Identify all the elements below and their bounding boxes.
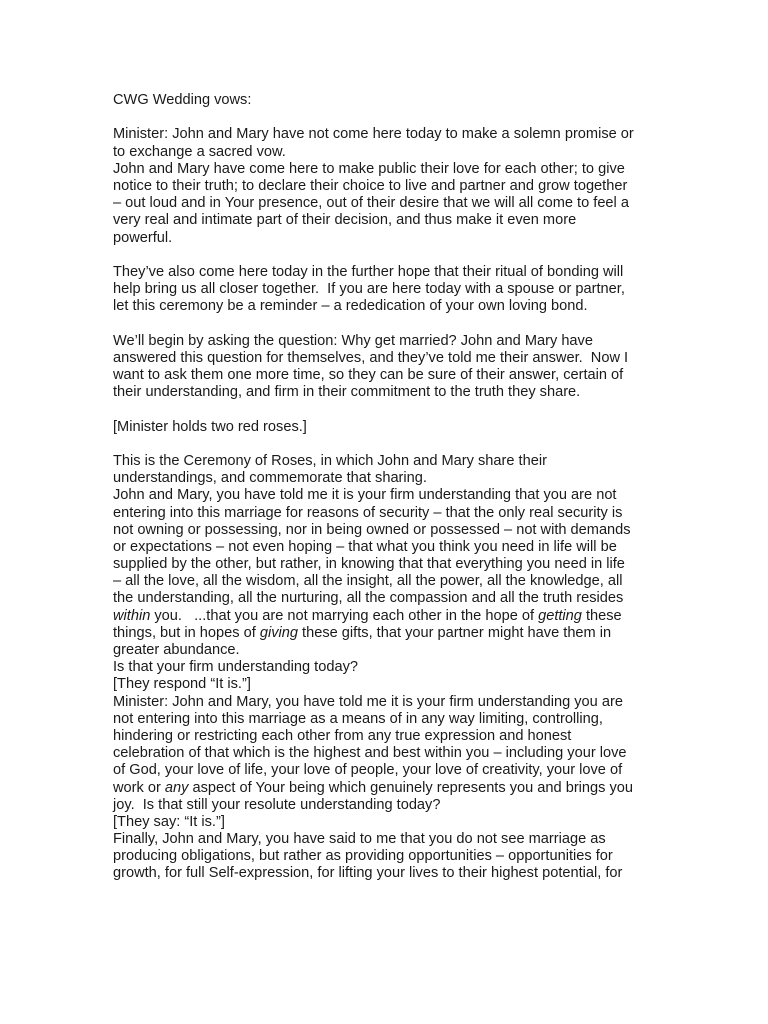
paragraph-spacer (113, 109, 658, 126)
document-title: CWG Wedding vows: (113, 92, 252, 108)
text-line: – out loud and in Your presence, out of their desire that we will all come to feel a (113, 195, 629, 212)
italic-getting: getting (538, 607, 582, 624)
text-line: joy. Is that still your resolute understanding today? (113, 796, 441, 813)
text-line: their understanding, and firm in their commitment to the truth they share. (113, 384, 581, 401)
text-line: of God, your love of life, your love of people, your love of creativity, your love of (113, 762, 623, 779)
text-line: John and Mary, you have told me it is your firm understanding that you are not (113, 487, 617, 504)
document-body (113, 92, 658, 883)
paragraph-spacer (113, 401, 658, 418)
paragraph-spacer (113, 315, 658, 332)
text-line: Finally, John and Mary, you have said to me that you do not see marriage as (113, 831, 606, 848)
text-line: They’ve also come here today in the further hope that their ritual of bonding will (113, 263, 624, 280)
text-line: powerful. (113, 229, 173, 246)
text-segment: these (581, 607, 622, 624)
text-line: We’ll begin by asking the question: Why get married? John and Mary have (113, 332, 593, 349)
text-line: not owning or possessing, nor in being owned or possessed – not with demands (113, 521, 631, 538)
text-line: Minister: John and Mary, you have told me it is your firm understanding you are (113, 693, 623, 710)
text-segment: things, but in hopes of (113, 624, 260, 641)
italic-any: any (164, 779, 189, 796)
text-line: entering into this marriage for reasons of security – that the only real security is (113, 504, 623, 521)
text-line: Minister: John and Mary have not come here today to make a solemn promise or (113, 126, 634, 143)
text-line: notice to their truth; to declare their choice to live and partner and grow together (113, 177, 628, 194)
text-line: This is the Ceremony of Roses, in which John and Mary share their (113, 452, 547, 469)
text-line: very real and intimate part of their decision, and thus make it even more (113, 212, 577, 229)
text-line: celebration of that which is the highest and best within you – including your love (113, 745, 627, 762)
text-line: let this ceremony be a reminder – a rededication of your own loving bond. (113, 298, 588, 315)
text-line: not entering into this marriage as a means of in any way limiting, controlling, (113, 710, 603, 727)
italic-within: within (113, 607, 151, 624)
text-line-giving (113, 625, 658, 642)
text-line: John and Mary have come here to make public their love for each other; to give (113, 160, 625, 177)
text-line: Is that your firm understanding today? (113, 659, 358, 676)
paragraph-spacer (113, 436, 658, 453)
text-line-within (113, 608, 658, 625)
text-line: [They say: “It is.”] (113, 813, 225, 830)
text-line: growth, for full Self-expression, for lifting your lives to their highest potential, for (113, 865, 623, 882)
text-line: hindering or restricting each other from any true expression and honest (113, 727, 572, 744)
text-segment: you. ...that you are not marrying each other in the hope of (150, 607, 539, 624)
text-line: [They respond “It is.”] (113, 676, 251, 693)
text-line: greater abundance. (113, 642, 240, 658)
text-line: or expectations – not even hoping – that what you think you need in life will be (113, 538, 617, 555)
text-line: the understanding, all the nurturing, all the compassion and all the truth resides (113, 590, 624, 607)
text-line: supplied by the other, but rather, in knowing that that everything you need in life (113, 556, 625, 573)
text-segment: work or (113, 779, 165, 796)
text-line: understandings, and commemorate that sharing. (113, 470, 427, 487)
text-line: [Minister holds two red roses.] (113, 418, 307, 435)
text-line: to exchange a sacred vow. (113, 143, 286, 160)
text-line: producing obligations, but rather as providing opportunities – opportunities for (113, 848, 613, 865)
italic-giving: giving (259, 624, 298, 641)
text-line: answered this question for themselves, and they’ve told me their answer. Now I (113, 349, 629, 366)
text-segment: these gifts, that your partner might have them in (298, 624, 612, 641)
text-line: – all the love, all the wisdom, all the insight, all the power, all the knowledge, all (113, 573, 623, 590)
text-block-1 (113, 126, 658, 607)
text-block-3 (113, 797, 658, 883)
text-line: want to ask them one more time, so they can be sure of their answer, certain of (113, 367, 624, 383)
text-line: help bring us all closer together. If you are here today with a spouse or partner, (113, 281, 625, 298)
text-line-any (113, 780, 658, 797)
paragraph-spacer (113, 247, 658, 264)
text-segment: aspect of Your being which genuinely represents you and brings you (188, 779, 634, 796)
text-block-2 (113, 642, 658, 780)
